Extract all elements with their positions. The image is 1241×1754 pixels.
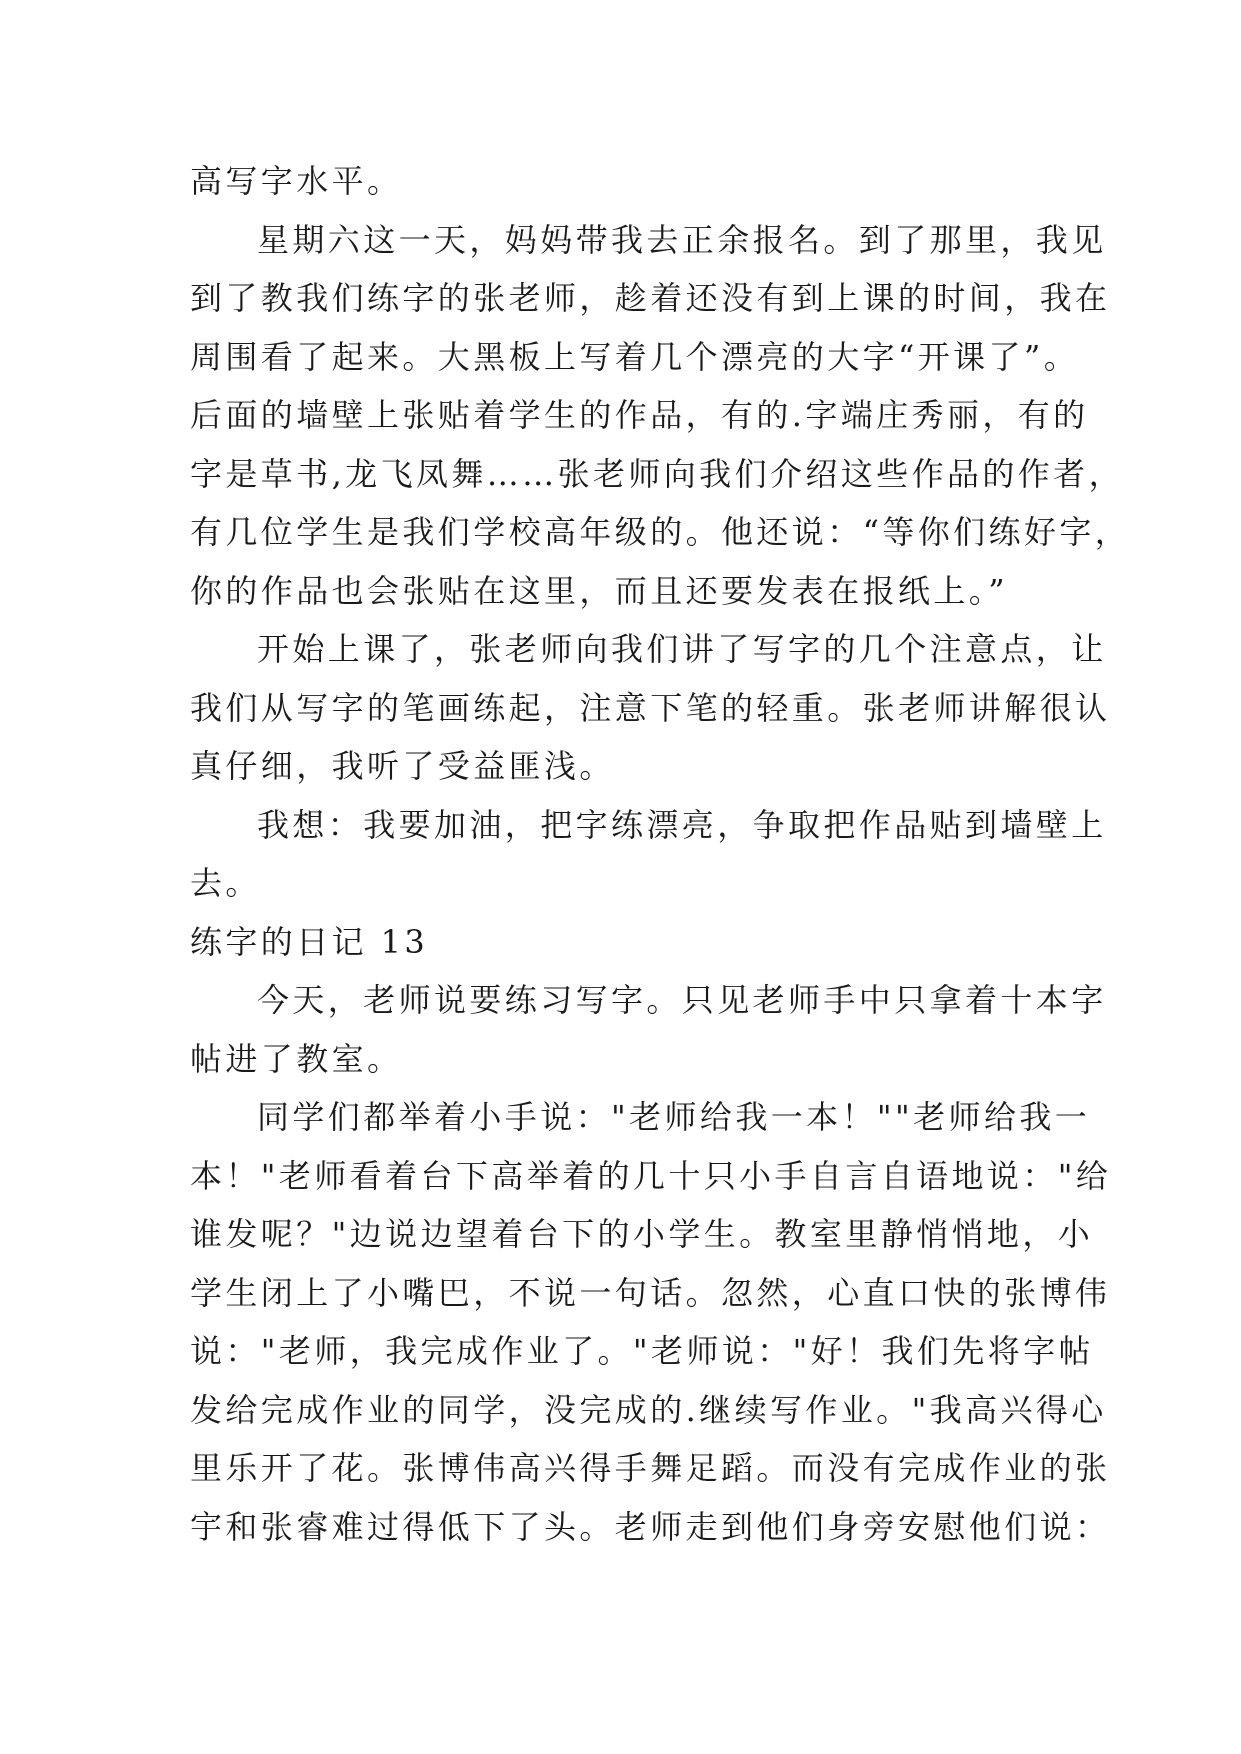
text-line: 说："老师，我完成作业了。"老师说："好！我们先将字帖 [190,1332,1094,1370]
text-line: 我们从写字的笔画练起，注意下笔的轻重。张老师讲解很认 [190,688,1111,727]
text-line: 谁发呢？"边说边望着台下的小学生。教室里静悄悄地，小 [190,1215,1094,1253]
text-line: 后面的墙壁上张贴着学生的作品，有的.字端庄秀丽，有的 [190,396,1089,434]
text-line: 到了教我们练字的张老师，趁着还没有到上课的时间，我在 [190,279,1111,317]
text-line: 高写字水平。 [190,162,403,200]
text-line: 有几位学生是我们学校高年级的。他还说：“等你们练好字， [190,513,1131,551]
text-line: 本！"老师看着台下高举着的几十只小手自言自语地说："给 [190,1156,1112,1195]
body-text [190,152,1131,1556]
paragraph-start-line: 今天，老师说要练习写字。只见老师手中只拿着十本字 [257,981,1107,1019]
text-line: 字是草书,龙飞凤舞……张老师向我们介绍这些作品的作者， [190,454,1124,493]
text-line: 发给完成作业的同学，没完成的.继续写作业。"我高兴得心 [190,1390,1107,1429]
text-line: 学生闭上了小嘴巴，不说一句话。忽然，心直口快的张博伟 [190,1273,1111,1312]
text-line: 真仔细，我听了受益匪浅。 [190,747,615,785]
text-line: 帖进了教室。 [190,1039,403,1078]
text-line: 周围看了起来。大黑板上写着几个漂亮的大字“开课了”。 [190,337,1080,376]
paragraph-start-line: 我想：我要加油，把字练漂亮，争取把作品贴到墙壁上 [257,805,1107,844]
section-heading: 练字的日记 13 [190,922,429,961]
paragraph-start-line: 开始上课了，张老师向我们讲了写字的几个注意点，让 [257,630,1107,668]
text-line: 去。 [190,864,261,902]
text-line: 你的作品也会张贴在这里，而且还要发表在报纸上。” [190,571,1008,610]
text-line: 宇和张睿难过得低下了头。老师走到他们身旁安慰他们说： [190,1507,1111,1546]
paragraph-start-line: 星期六这一天，妈妈带我去正余报名。到了那里，我见 [257,220,1107,259]
text-line: 里乐开了花。张博伟高兴得手舞足蹈。而没有完成作业的张 [190,1449,1111,1487]
paragraph-start-line: 同学们都举着小手说："老师给我一本！""老师给我一 [257,1098,1091,1136]
